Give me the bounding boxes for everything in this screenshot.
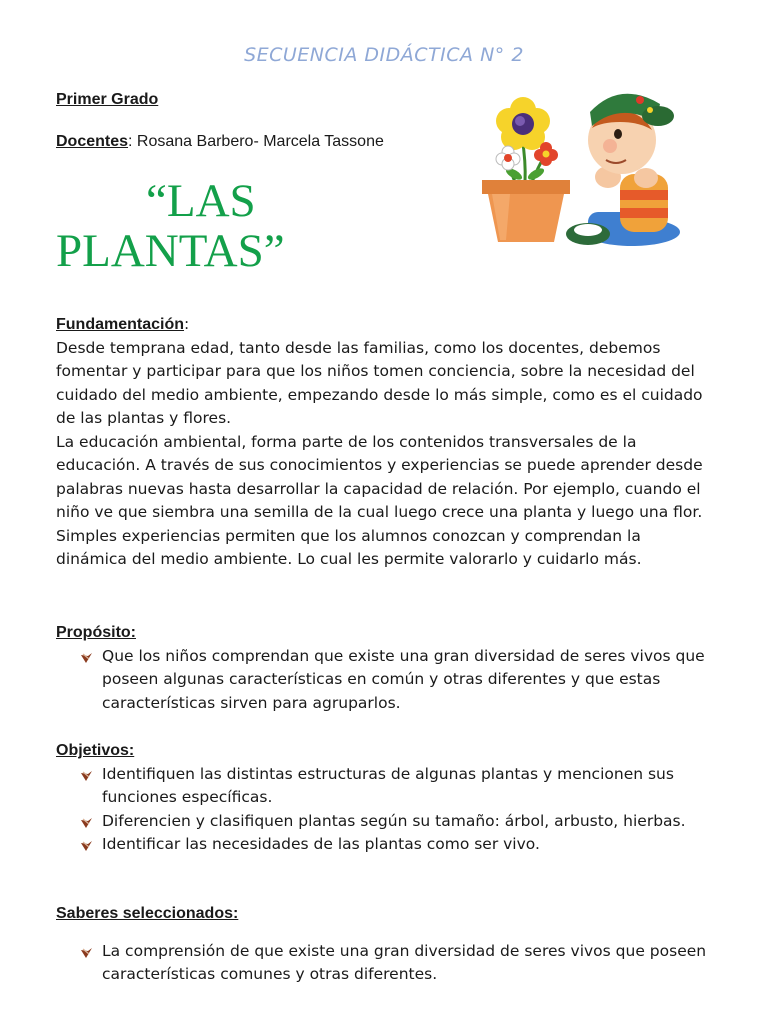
proposito-heading: Propósito:: [56, 624, 136, 641]
main-title-line2: PLANTAS”: [56, 225, 285, 277]
saberes-item-1: La comprensión de que existe una gran diversidad de seres vivos que poseen características comunes y otras diferentes.: [102, 941, 707, 983]
boy-with-flower-pot-illustration: [470, 82, 688, 254]
objetivos-heading: Objetivos:: [56, 742, 135, 759]
objetivos-item-1: Identifiquen las distintas estructuras de algunas plantas y mencionen sus funciones específicas.: [102, 764, 674, 806]
list-item: [56, 810, 716, 834]
teachers-names: : Rosana Barbero- Marcela Tassone: [128, 133, 384, 150]
proposito-section: [56, 621, 716, 715]
teachers-label: Docentes: [56, 133, 129, 150]
list-item: [56, 833, 716, 857]
bullet-icon: [80, 769, 93, 782]
fundamentacion-heading: Fundamentación: [56, 316, 185, 333]
fundamentacion-heading-line: [56, 313, 716, 337]
grade-label: Primer Grado: [56, 91, 159, 108]
document-title: SECUENCIA DIDÁCTICA N° 2: [244, 44, 524, 66]
bullet-icon: [80, 839, 93, 852]
list-item: [56, 645, 716, 716]
bullet-icon: [80, 816, 93, 829]
objetivos-section: [56, 739, 716, 857]
bullet-icon: [80, 651, 93, 664]
list-item: [56, 763, 716, 810]
objetivos-item-2: Diferencien y clasifiquen plantas según su tamaño: árbol, arbusto, hierbas.: [102, 811, 686, 830]
list-item: [56, 940, 716, 987]
proposito-list: [56, 645, 716, 716]
fundamentacion-colon: :: [184, 315, 190, 333]
saberes-heading: Saberes seleccionados:: [56, 905, 239, 922]
objetivos-list: [56, 763, 716, 857]
fundamentacion-paragraph-2: La educación ambiental, forma parte de los contenidos transversales de la educación. A través de sus conocimientos y experiencias se puede aprender desde palabras nuevas hasta desarrollar la capacidad de relación. Por ejemplo, cuando el niño ve que siembra una semilla de la cual luego crece una planta y luego una flor. Simples experiencias permiten que los alumnos conozcan y comprendan la dinámica del medio ambiente. Lo cual les permite valorarlo y cuidarlo más.: [56, 432, 703, 568]
teachers-line: [56, 133, 384, 151]
main-title-line1: “LAS: [146, 175, 256, 227]
objetivos-item-3: Identificar las necesidades de las plantas como ser vivo.: [102, 835, 540, 853]
proposito-item-1: Que los niños comprendan que existe una gran diversidad de seres vivos que poseen algunas características en común y otras diferentes y que estas características sirven para agruparlos.: [102, 646, 705, 712]
fundamentacion-section: [56, 313, 716, 572]
saberes-list: [56, 940, 716, 987]
main-title: [56, 176, 386, 276]
saberes-section: [56, 902, 716, 987]
fundamentacion-paragraph-1: Desde temprana edad, tanto desde las familias, como los docentes, debemos fomentar y participar para que los niños tomen conciencia, sobre la necesidad del cuidado del medio ambiente, empezando desde lo más simple, como es el cuidado de las plantas y flores.: [56, 338, 703, 427]
bullet-icon: [80, 946, 93, 959]
